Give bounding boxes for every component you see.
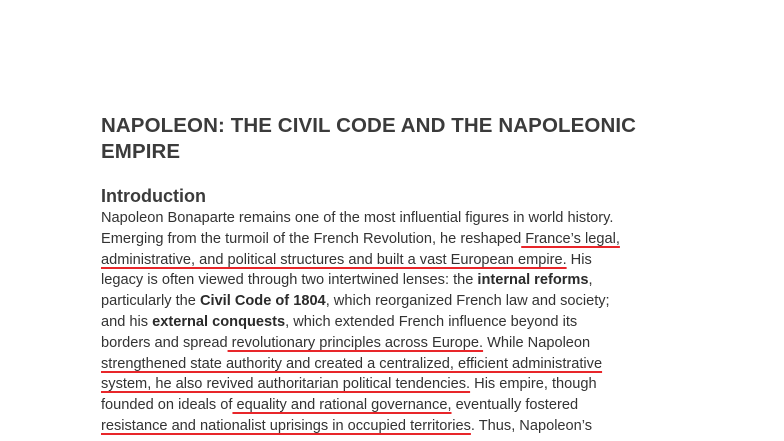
body-paragraph (101, 208, 691, 437)
paragraph-line (101, 354, 691, 375)
bold-term: internal reforms (477, 272, 589, 289)
paragraph-line (101, 312, 691, 333)
underlined-text: strengthened state authority and created a centralized, efficient administrative (101, 355, 603, 372)
text-segment: founded on ideals of (101, 397, 233, 414)
paragraph-line (101, 291, 691, 312)
title-line-1: NAPOLEON: THE CIVIL CODE AND THE NAPOLEONIC (101, 114, 637, 137)
underlined-text: equality and rational governance, (232, 397, 452, 414)
document-title (101, 113, 701, 165)
paragraph-line (101, 270, 691, 291)
text-segment: and his (101, 313, 153, 330)
paragraph-line (101, 374, 691, 395)
section-heading: Introduction (101, 186, 206, 206)
text-segment: particularly the (101, 293, 200, 310)
text-segment: , which extended French influence beyond its (285, 313, 578, 330)
text-segment: . Thus, Napoleon’s (470, 417, 593, 434)
text-segment: legacy is often viewed through two intertwined lenses: the (101, 272, 478, 289)
underlined-text: France’s legal, (521, 230, 620, 247)
paragraph-line (101, 229, 691, 250)
text-segment: Emerging from the turmoil of the French Revolution, he reshaped (101, 230, 522, 247)
text-segment: While Napoleon (483, 334, 591, 351)
text-segment: eventually fostered (451, 397, 579, 414)
text-segment: Napoleon Bonaparte remains one of the most influential figures in world history. (101, 210, 614, 226)
bold-term: external conquests (152, 313, 286, 330)
text-segment: , which reorganized French law and society; (325, 293, 610, 310)
underlined-text: system, he also revived authoritarian political tendencies. (101, 376, 471, 393)
text-segment: borders and spread (101, 334, 228, 351)
paragraph-line (101, 416, 691, 437)
paragraph-line (101, 333, 691, 354)
underlined-text: revolutionary principles across Europe. (227, 334, 484, 351)
text-segment: , (588, 272, 593, 289)
text-segment: His (566, 251, 592, 268)
underlined-text: administrative, and political structures and built a vast European empire. (101, 251, 567, 268)
underlined-text: resistance and nationalist uprisings in occupied territories (101, 417, 471, 434)
text-segment: His empire, though (470, 376, 597, 393)
paragraph-line (101, 250, 691, 271)
paragraph-line (101, 395, 691, 416)
title-line-2: EMPIRE (101, 140, 181, 163)
paragraph-line (101, 208, 691, 229)
bold-term: Civil Code of 1804 (199, 293, 326, 310)
